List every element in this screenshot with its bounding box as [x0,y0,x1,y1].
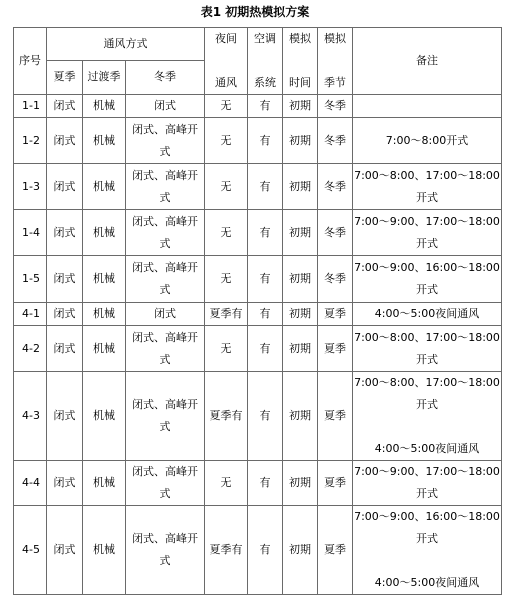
cell-seq: 4-1 [14,303,46,325]
cell-transition: 机械 [83,326,125,371]
table-row [14,210,501,255]
header-ac-system: 空调 系统 [248,28,282,94]
cell-sim-season: 冬季 [318,164,352,209]
cell-winter: 闭式、高峰开 式 [126,326,204,371]
cell-seq: 1-3 [14,164,46,209]
table-row [14,461,501,505]
cell-transition: 机械 [83,164,125,209]
header-sim-time: 模拟 时间 [283,28,317,94]
cell-ac: 有 [248,326,282,371]
cell-ac: 有 [248,506,282,594]
cell-seq: 1-4 [14,210,46,255]
header-vent-mode: 通风方式 [47,28,204,60]
cell-winter: 闭式、高峰开 式 [126,118,204,163]
cell-ac: 有 [248,95,282,117]
cell-summer: 闭式 [47,95,82,117]
cell-sim-season: 夏季 [318,372,352,460]
cell-sim-time: 初期 [283,326,317,371]
cell-sim-season: 冬季 [318,256,352,302]
simulation-plan-table [13,27,502,595]
cell-transition: 机械 [83,303,125,325]
cell-night-vent: 无 [205,95,247,117]
cell-seq: 4-4 [14,461,46,505]
cell-transition: 机械 [83,372,125,460]
cell-winter: 闭式、高峰开 式 [126,506,204,594]
cell-remarks [353,95,501,117]
header-transition: 过渡季 [83,61,125,94]
cell-summer: 闭式 [47,164,82,209]
cell-night-vent: 无 [205,256,247,302]
cell-remarks: 7:00～9:00、16:00～18:00 开式 [353,256,501,302]
cell-sim-time: 初期 [283,506,317,594]
cell-summer: 闭式 [47,372,82,460]
cell-winter: 闭式 [126,95,204,117]
cell-remarks: 7:00～8:00、17:00～18:00 开式 4:00～5:00夜间通风 [353,372,501,460]
table-row [14,95,501,117]
cell-sim-time: 初期 [283,256,317,302]
cell-remarks: 7:00～9:00、17:00～18:00 开式 [353,210,501,255]
cell-ac: 有 [248,210,282,255]
cell-seq: 1-2 [14,118,46,163]
cell-night-vent: 无 [205,118,247,163]
cell-winter: 闭式、高峰开 式 [126,164,204,209]
table-caption: 表1 初期热模拟方案 [200,5,310,19]
cell-remarks: 7:00～8:00、17:00～18:00 开式 [353,164,501,209]
cell-remarks: 7:00～9:00、17:00～18:00 开式 [353,461,501,505]
cell-winter: 闭式、高峰开 式 [126,256,204,302]
cell-sim-season: 冬季 [318,118,352,163]
cell-transition: 机械 [83,95,125,117]
cell-sim-time: 初期 [283,210,317,255]
cell-sim-time: 初期 [283,118,317,163]
cell-sim-time: 初期 [283,372,317,460]
cell-sim-season: 夏季 [318,461,352,505]
table-row [14,303,501,325]
cell-ac: 有 [248,118,282,163]
cell-night-vent: 无 [205,326,247,371]
cell-sim-season: 冬季 [318,210,352,255]
cell-transition: 机械 [83,210,125,255]
cell-sim-season: 夏季 [318,326,352,371]
cell-remarks: 7:00～8:00、17:00～18:00 开式 [353,326,501,371]
cell-sim-time: 初期 [283,461,317,505]
cell-remarks: 4:00～5:00夜间通风 [353,303,501,325]
cell-summer: 闭式 [47,326,82,371]
header-night-vent: 夜间 通风 [205,28,247,94]
cell-transition: 机械 [83,506,125,594]
cell-sim-season: 夏季 [318,506,352,594]
cell-winter: 闭式 [126,303,204,325]
cell-seq: 1-1 [14,95,46,117]
cell-ac: 有 [248,256,282,302]
cell-sim-time: 初期 [283,303,317,325]
table-row [14,372,501,460]
cell-winter: 闭式、高峰开 式 [126,210,204,255]
cell-sim-season: 夏季 [318,303,352,325]
cell-night-vent: 无 [205,210,247,255]
cell-winter: 闭式、高峰开 式 [126,372,204,460]
cell-seq: 4-2 [14,326,46,371]
header-sim-season: 模拟 季节 [318,28,352,94]
cell-sim-season: 冬季 [318,95,352,117]
header-summer: 夏季 [47,61,82,94]
table-row [14,506,501,594]
cell-summer: 闭式 [47,256,82,302]
cell-ac: 有 [248,461,282,505]
cell-ac: 有 [248,164,282,209]
cell-transition: 机械 [83,118,125,163]
cell-sim-time: 初期 [283,95,317,117]
header-seq: 序号 [14,28,46,94]
cell-seq: 4-5 [14,506,46,594]
cell-ac: 有 [248,303,282,325]
table-row [14,164,501,209]
cell-transition: 机械 [83,256,125,302]
header-winter: 冬季 [126,61,204,94]
table-row [14,326,501,371]
cell-winter: 闭式、高峰开 式 [126,461,204,505]
cell-night-vent: 夏季有 [205,372,247,460]
cell-remarks: 7:00～8:00开式 [353,118,501,163]
cell-seq: 4-3 [14,372,46,460]
cell-summer: 闭式 [47,461,82,505]
header-remarks: 备注 [353,28,501,94]
cell-transition: 机械 [83,461,125,505]
cell-night-vent: 无 [205,461,247,505]
cell-summer: 闭式 [47,118,82,163]
cell-ac: 有 [248,372,282,460]
cell-summer: 闭式 [47,210,82,255]
cell-night-vent: 夏季有 [205,303,247,325]
cell-night-vent: 夏季有 [205,506,247,594]
cell-remarks: 7:00～9:00、16:00～18:00 开式 4:00～5:00夜间通风 [353,506,501,594]
table-row [14,118,501,163]
cell-night-vent: 无 [205,164,247,209]
cell-seq: 1-5 [14,256,46,302]
cell-sim-time: 初期 [283,164,317,209]
cell-summer: 闭式 [47,506,82,594]
cell-summer: 闭式 [47,303,82,325]
table-row [14,256,501,302]
